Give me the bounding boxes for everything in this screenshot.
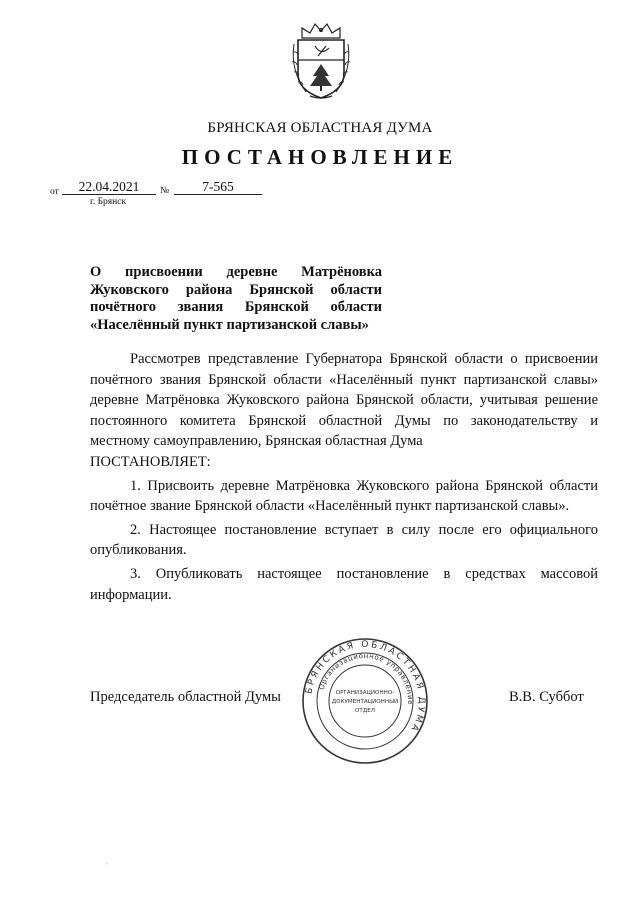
svg-text:БРЯНСКАЯ ОБЛАСТНАЯ ДУМА: БРЯНСКАЯ ОБЛАСТНАЯ ДУМА: [304, 639, 427, 735]
svg-text:ОТДЕЛ: ОТДЕЛ: [355, 708, 375, 714]
signatory-position: Председатель областной Думы: [90, 689, 281, 705]
preamble-paragraph: Рассмотрев представление Губернатора Брянской области о присвоении почётного звания Брянской области «Населённый пункт партизанской славы» деревне Матрёновка Жуковского района Брянской области, учитывая решение постоянного комитета Брянской областной Думы по законодательству и местному самоуправлению, Брянская областная Дума: [90, 351, 598, 450]
organization-name: БРЯНСКАЯ ОБЛАСТНАЯ ДУМА: [207, 120, 433, 136]
svg-text:ОРГАНИЗАЦИОННО-: ОРГАНИЗАЦИОННО-: [335, 690, 395, 696]
subject-line: почётного звания Брянской области: [90, 299, 382, 315]
document-date: 22.04.2021: [62, 179, 156, 195]
date-prefix: от: [50, 187, 59, 197]
document-number: 7-565: [174, 179, 262, 195]
official-seal-icon: [300, 636, 430, 766]
document-body: [90, 349, 598, 605]
document-type: ПОСТАНОВЛЕНИЕ: [181, 145, 459, 169]
resolves-heading: ПОСТАНОВЛЯЕТ:: [90, 453, 211, 470]
document-subject: [90, 264, 382, 334]
subject-line: Жуковского района Брянской области: [90, 281, 382, 298]
coat-of-arms-icon: [288, 20, 354, 102]
margin-mark: ,: [106, 858, 108, 866]
svg-text:ДОКУМЕНТАЦИОННЫЙ: ДОКУМЕНТАЦИОННЫЙ: [331, 699, 399, 705]
subject-line: «Населённый пункт партизанской славы»: [90, 316, 369, 333]
resolution-item: 3. Опубликовать настоящее постановление в средствах массовой информации.: [90, 565, 598, 603]
signatory-name: В.В. Суббот: [509, 689, 584, 705]
resolution-item: 1. Присвоить деревне Матрёновка Жуковского района Брянской области почётное звание Брянской области «Населённый пункт партизанской славы».: [90, 477, 598, 515]
document-city: г. Брянск: [90, 197, 127, 207]
subject-line: О присвоении деревне Матрёновка: [90, 264, 382, 280]
resolution-item: 2. Настоящее постановление вступает в силу после его официального опубликования.: [90, 521, 598, 559]
svg-text:Организационное управление: Организационное управление: [317, 651, 415, 706]
number-prefix: №: [160, 186, 170, 196]
